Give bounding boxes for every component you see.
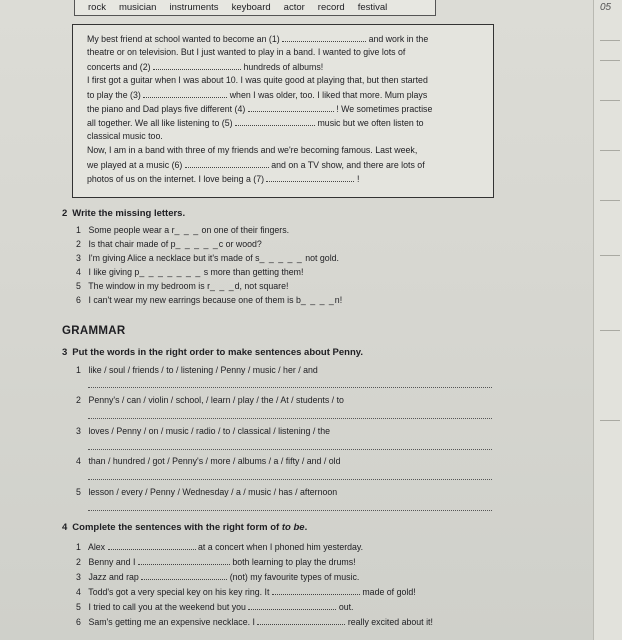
item-number: 5 bbox=[76, 602, 81, 612]
jumbled-words: lesson / every / Penny / Wednesday / a / music / has / afternoon bbox=[88, 487, 338, 497]
adjacent-page-rule bbox=[600, 60, 620, 61]
word-box bbox=[74, 0, 436, 16]
answer-blank-7[interactable] bbox=[266, 173, 354, 182]
adjacent-page-number: 05 bbox=[600, 2, 612, 13]
adjacent-page bbox=[593, 0, 622, 640]
exercise-title: Complete the sentences with the right form of bbox=[72, 522, 282, 533]
exercise-2-heading bbox=[62, 208, 185, 219]
section-heading-grammar: GRAMMAR bbox=[62, 325, 126, 337]
item-text: out. bbox=[338, 602, 354, 612]
item-number: 2 bbox=[76, 557, 81, 567]
answer-blank[interactable] bbox=[108, 541, 196, 550]
exercise-2-item bbox=[76, 267, 303, 277]
item-number: 3 bbox=[76, 426, 81, 436]
passage-text: to play the (3) bbox=[87, 90, 141, 100]
missing-letters-blank[interactable]: _ _ _ _ _ _ _ bbox=[139, 267, 202, 277]
answer-line[interactable] bbox=[88, 510, 492, 511]
item-number: 5 bbox=[76, 487, 81, 497]
passage-line bbox=[87, 47, 405, 57]
exercise-3-item bbox=[76, 426, 330, 436]
passage-text: hundreds of albums! bbox=[243, 62, 324, 72]
item-number: 5 bbox=[76, 281, 81, 291]
word-box-item: instruments bbox=[169, 2, 219, 13]
exercise-title: Put the words in the right order to make sentences about Penny. bbox=[72, 347, 363, 358]
answer-blank-1[interactable] bbox=[282, 33, 366, 42]
passage-text: My best friend at school wanted to become an (1) bbox=[87, 34, 280, 44]
item-number: 1 bbox=[76, 225, 81, 235]
passage-text: Now, I am in a band with three of my friends and we're becoming famous. Last week, bbox=[87, 145, 418, 155]
answer-line[interactable] bbox=[88, 418, 492, 419]
passage-text: theatre or on television. But I just wanted to play in a band. I wanted to give lots of bbox=[87, 47, 406, 57]
exercise-3-heading bbox=[62, 347, 363, 358]
answer-line[interactable] bbox=[88, 449, 492, 450]
answer-blank[interactable] bbox=[138, 556, 230, 565]
jumbled-words: like / soul / friends / to / listening / Penny / music / her / and bbox=[88, 365, 318, 375]
passage-text: concerts and (2) bbox=[87, 62, 151, 72]
adjacent-page-rule bbox=[600, 40, 620, 41]
passage-text: all together. We all like listening to (5) bbox=[87, 118, 233, 128]
passage-text: we played at a music (6) bbox=[87, 160, 183, 170]
item-text: I tried to call you at the weekend but you bbox=[88, 602, 246, 612]
item-number: 1 bbox=[76, 365, 81, 375]
missing-letters-blank[interactable]: _ _ _ bbox=[174, 225, 200, 235]
exercise-4-item bbox=[76, 541, 363, 552]
adjacent-page-rule bbox=[600, 330, 620, 331]
passage-text: and on a TV show, and there are lots of bbox=[271, 160, 425, 170]
item-number: 6 bbox=[76, 617, 81, 627]
item-text: Sam's getting me an expensive necklace. I bbox=[88, 617, 255, 627]
passage-text: I first got a guitar when I was about 10. I was quite good at playing that, but then started bbox=[87, 75, 428, 85]
exercise-2-item bbox=[76, 253, 339, 263]
passage-text: music but we often listen to bbox=[317, 118, 424, 128]
word-box-item: rock bbox=[88, 2, 106, 13]
jumbled-words: than / hundred / got / Penny's / more / albums / a / fifty / and / old bbox=[88, 456, 341, 466]
exercise-title: . bbox=[304, 522, 308, 533]
missing-letters-blank[interactable]: _ _ _ _ _ bbox=[175, 239, 219, 249]
item-text: at a concert when I phoned him yesterday. bbox=[198, 542, 364, 552]
item-number: 4 bbox=[76, 587, 81, 597]
missing-letters-blank[interactable]: _ _ _ _ bbox=[300, 295, 335, 305]
exercise-4-item bbox=[76, 601, 354, 612]
exercise-4-heading bbox=[62, 522, 307, 533]
word-box-item: keyboard bbox=[231, 2, 271, 13]
exercise-2-item bbox=[76, 225, 289, 235]
item-text: I like giving p bbox=[88, 267, 140, 277]
word-box-item: festival bbox=[357, 2, 388, 13]
exercise-4-item bbox=[76, 616, 433, 627]
exercise-title: Write the missing letters. bbox=[72, 208, 186, 219]
adjacent-page-rule bbox=[600, 200, 620, 201]
passage-text: photos of us on the internet. I love being a (7) bbox=[87, 174, 265, 184]
item-text: c or wood? bbox=[218, 239, 262, 249]
exercise-2-item bbox=[76, 239, 262, 249]
item-text: Benny and I bbox=[88, 557, 136, 567]
jumbled-words: Penny's / can / violin / school, / learn / play / the / At / students / to bbox=[88, 395, 344, 405]
answer-blank[interactable] bbox=[257, 616, 345, 625]
answer-blank[interactable] bbox=[248, 601, 336, 610]
passage-text: classical music too. bbox=[87, 131, 163, 141]
item-text: n! bbox=[334, 295, 343, 305]
word-box-item: actor bbox=[283, 2, 305, 13]
answer-blank-6[interactable] bbox=[185, 159, 269, 168]
passage-line bbox=[87, 103, 432, 114]
item-text: made of gold! bbox=[362, 587, 416, 597]
item-text: (not) my favourite types of music. bbox=[229, 572, 360, 582]
answer-line[interactable] bbox=[88, 387, 492, 388]
item-text: not gold. bbox=[305, 253, 339, 263]
item-text: I'm giving Alice a necklace but it's made of s bbox=[88, 253, 260, 263]
item-text: on one of their fingers. bbox=[201, 225, 290, 235]
item-text: s more than getting them! bbox=[203, 267, 304, 277]
exercise-3-item bbox=[76, 395, 344, 405]
item-text: I can't wear my new earrings because one of them is b bbox=[88, 295, 301, 305]
item-number: 6 bbox=[76, 295, 81, 305]
item-number: 1 bbox=[76, 542, 81, 552]
passage-line bbox=[87, 117, 424, 128]
word-box-item: musician bbox=[118, 2, 157, 13]
passage-text: the piano and Dad plays five different (4) bbox=[87, 104, 246, 114]
exercise-number: 4 bbox=[62, 522, 68, 533]
item-number: 3 bbox=[76, 572, 81, 582]
exercise-3-item bbox=[76, 456, 341, 466]
adjacent-page-rule bbox=[600, 255, 620, 256]
answer-blank-4[interactable] bbox=[248, 103, 334, 112]
passage-text: and work in the bbox=[368, 34, 429, 44]
passage-line bbox=[87, 89, 427, 100]
item-number: 3 bbox=[76, 253, 81, 263]
adjacent-page-rule bbox=[600, 420, 620, 421]
answer-blank-3[interactable] bbox=[143, 89, 227, 98]
item-number: 2 bbox=[76, 239, 81, 249]
item-number: 4 bbox=[76, 456, 81, 466]
passage-line bbox=[87, 159, 425, 170]
item-number: 2 bbox=[76, 395, 81, 405]
passage-line bbox=[87, 61, 323, 72]
exercise-4-item bbox=[76, 556, 356, 567]
passage-text: ! bbox=[356, 174, 360, 184]
jumbled-words: loves / Penny / on / music / radio / to / classical / listening / the bbox=[88, 426, 330, 436]
passage-line bbox=[87, 75, 428, 85]
passage-text: when I was older, too. I liked that more. Mum plays bbox=[229, 90, 428, 100]
passage-line bbox=[87, 173, 359, 184]
item-text: Jazz and rap bbox=[88, 572, 139, 582]
answer-line[interactable] bbox=[88, 479, 492, 480]
answer-blank[interactable] bbox=[141, 571, 227, 580]
exercise-title-emphasis: to be bbox=[281, 522, 305, 533]
exercise-3-item bbox=[76, 487, 337, 497]
item-text: really excited about it! bbox=[347, 617, 433, 627]
exercise-number: 2 bbox=[62, 208, 68, 219]
item-text: The window in my bedroom is r bbox=[88, 281, 211, 291]
exercise-3-item bbox=[76, 365, 318, 375]
passage-line bbox=[87, 131, 163, 141]
reading-passage-box bbox=[72, 24, 494, 198]
item-text: Todd's got a very special key on his key ring. It bbox=[88, 587, 270, 597]
passage-line bbox=[87, 145, 417, 155]
item-text: d, not square! bbox=[234, 281, 289, 291]
answer-blank-2[interactable] bbox=[153, 61, 241, 70]
passage-line bbox=[87, 33, 428, 44]
word-box-item: record bbox=[317, 2, 345, 13]
answer-blank[interactable] bbox=[272, 586, 360, 595]
exercise-2-item bbox=[76, 281, 288, 291]
item-text: Alex bbox=[87, 542, 106, 552]
adjacent-page-rule bbox=[600, 100, 620, 101]
item-text: Is that chair made of p bbox=[88, 239, 176, 249]
missing-letters-blank[interactable]: _ _ _ _ _ bbox=[259, 253, 303, 263]
exercise-4-item bbox=[76, 571, 359, 582]
passage-text: ! We sometimes practise bbox=[336, 104, 433, 114]
exercise-number: 3 bbox=[62, 347, 68, 358]
item-number: 4 bbox=[76, 267, 81, 277]
answer-blank-5[interactable] bbox=[235, 117, 315, 126]
adjacent-page-rule bbox=[600, 150, 620, 151]
item-text: both learning to play the drums! bbox=[232, 557, 356, 567]
exercise-4-item bbox=[76, 586, 416, 597]
missing-letters-blank[interactable]: _ _ _ bbox=[210, 281, 235, 291]
exercise-2-item bbox=[76, 295, 342, 305]
item-text: Some people wear a r bbox=[88, 225, 175, 235]
